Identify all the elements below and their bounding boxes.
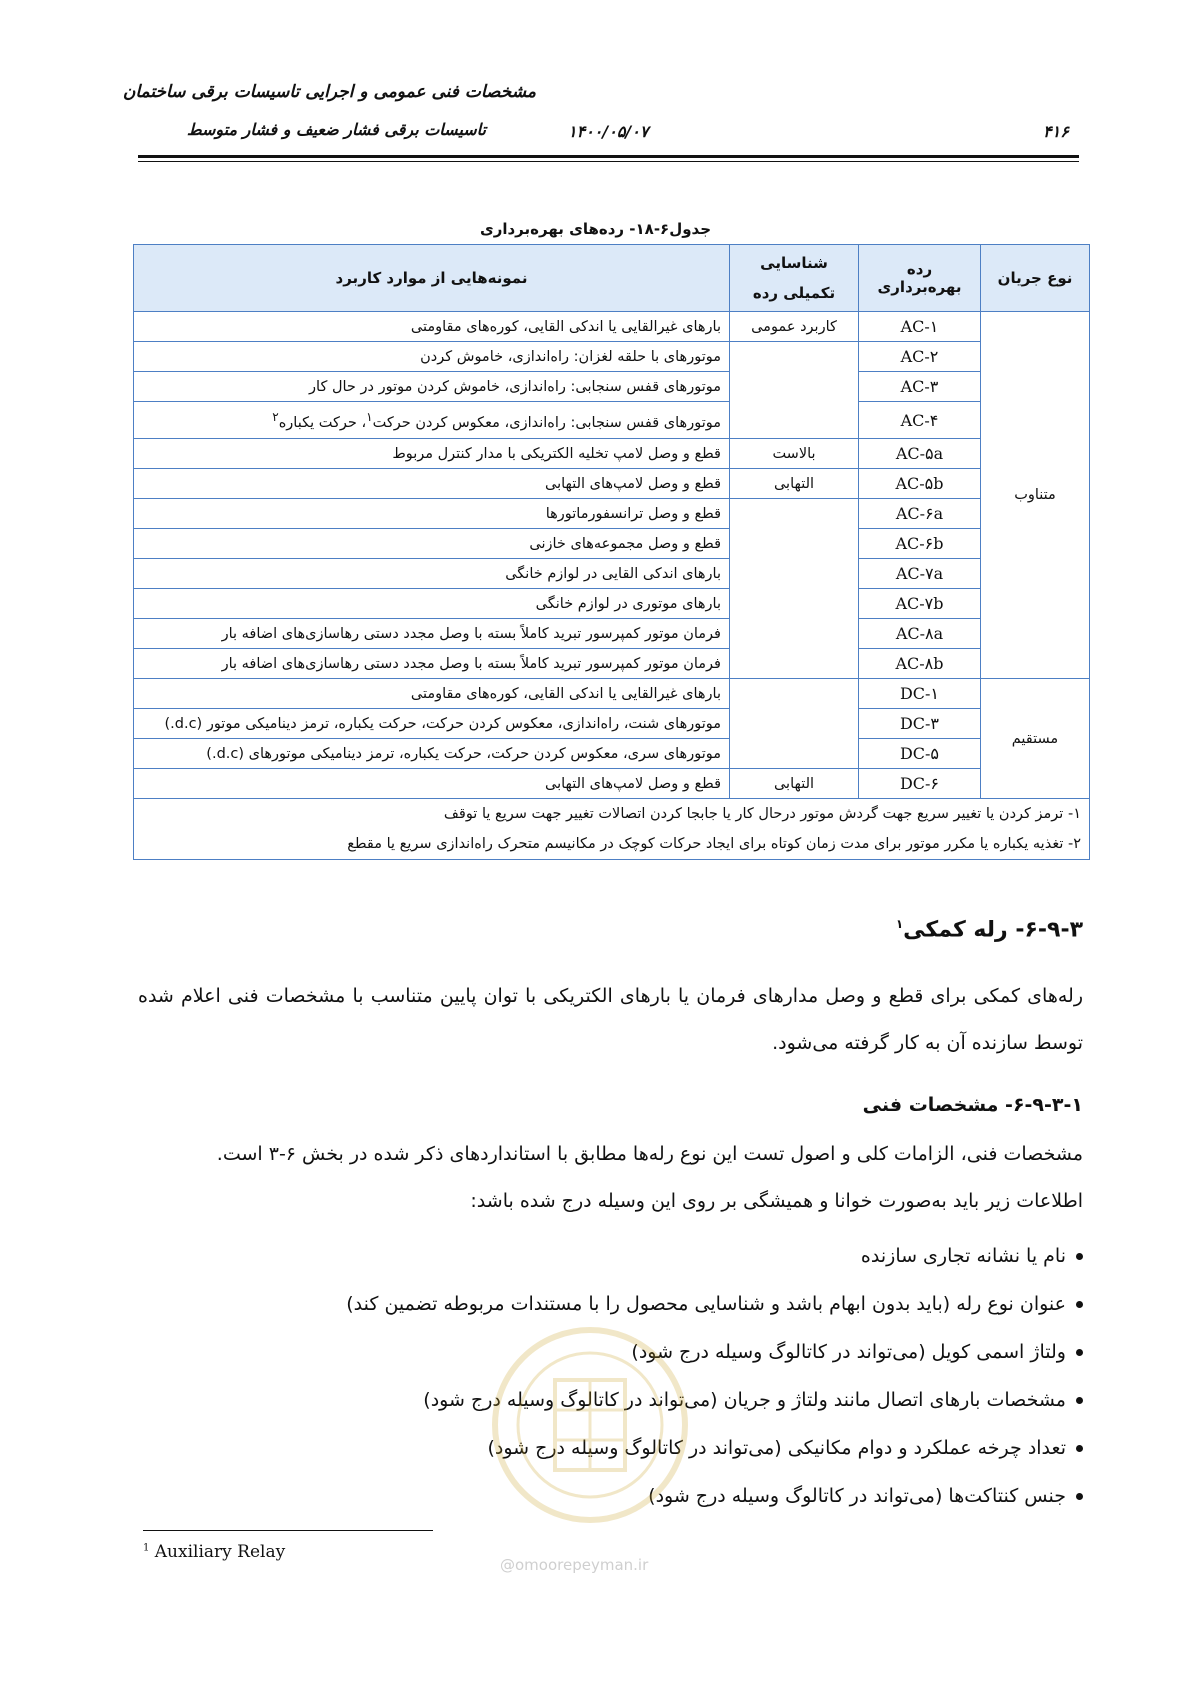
example-cell: موتورهای قفس سنجابی: راه‌اندازی، خاموش کردن موتور در حال کار [134,372,730,402]
table-row [134,679,1090,709]
category-cell: AC-۲ [859,342,981,372]
example-cell: موتورهای سری، معکوس کردن حرکت، حرکت یکباره، ترمز دینامیکی موتورهای (d.c.) [134,739,730,769]
category-cell: AC-۶b [859,529,981,559]
example-cell: قطع و وصل مجموعه‌های خازنی [134,529,730,559]
category-cell: AC-۷b [859,589,981,619]
header-rule-thick [138,155,1079,158]
list-item [346,1280,1083,1328]
table-row [134,529,1090,559]
example-cell: بارهای اندکی القایی در لوازم خانگی [134,559,730,589]
table-row [134,402,1090,439]
table-row [134,342,1090,372]
list-item [346,1472,1083,1520]
supplementary-cell: التهابی [730,769,859,799]
supplementary-cell [730,342,859,439]
sub-heading: ۶-۹-۳-۱- مشخصات فنی [862,1094,1083,1116]
category-cell: AC-۴ [859,402,981,439]
table-row [134,709,1090,739]
category-cell: DC-۶ [859,769,981,799]
section-heading-text: ۶-۹-۳- رله کمکی [903,917,1083,943]
list-item [346,1232,1083,1280]
info-line: اطلاعات زیر باید به‌صورت خوانا و همیشگی بر روی این وسیله درج شده باشد: [470,1190,1083,1212]
example-cell [134,402,730,439]
bullet-icon [1076,1493,1083,1500]
header-rule-thin [138,161,1079,162]
category-cell: AC-۵b [859,469,981,499]
example-cell: فرمان موتور کمپرسور تبرید کاملاً بسته با وصل مجدد دستی رهاسازی‌های اضافه بار [134,649,730,679]
list-item-text: تعداد چرخه عملکرد و دوام مکانیکی (می‌تواند در کاتالوگ وسیله درج شود) [487,1437,1066,1459]
footnote-ref: ۱ [366,409,373,424]
bullet-icon [1076,1445,1083,1452]
watermark-seal-icon [485,1320,695,1530]
list-item-text: نام یا نشانه تجاری سازنده [860,1245,1066,1267]
category-cell: AC-۷a [859,559,981,589]
example-cell: قطع و وصل لامپ‌های التهابی [134,769,730,799]
table-notes-row [134,799,1090,860]
header-subtitle: تاسیسات برقی فشار ضعیف و فشار متوسط [186,120,486,139]
spec-line: مشخصات فنی، الزامات کلی و اصول تست این نوع رله‌ها مطابق با استانداردهای ذکر شده در بخش ۶-۳ است. [216,1143,1083,1165]
example-text-tail: ، حرکت یکباره [278,414,367,431]
header-date: ۱۴۰۰/۰۵/۰۷ [568,122,649,141]
category-cell: AC-۳ [859,372,981,402]
table-caption: جدول۶-۱۸- رده‌های بهره‌برداری [479,220,712,238]
example-cell: موتورهای با حلقه لغزان: راه‌اندازی، خاموش کردن [134,342,730,372]
table-row [134,589,1090,619]
header-examples: نمونه‌هایی از موارد کاربرد [134,245,730,312]
list-item [346,1328,1083,1376]
table-row [134,439,1090,469]
footnote-ref: ۱ [895,917,904,931]
table-row [134,312,1090,342]
current-type-ac: متناوب [981,312,1090,679]
example-cell: قطع و وصل لامپ تخلیه الکتریکی با مدار کنترل مربوط [134,439,730,469]
example-cell: فرمان موتور کمپرسور تبرید کاملاً بسته با وصل مجدد دستی رهاسازی‌های اضافه بار [134,619,730,649]
list-item-text: ولتاژ اسمی کویل (می‌تواند در کاتالوگ وسیله درج شود) [631,1341,1066,1363]
supplementary-cell: بالاست [730,439,859,469]
category-cell: AC-۱ [859,312,981,342]
table-row [134,469,1090,499]
table-notes [134,799,1090,860]
bullet-icon [1076,1301,1083,1308]
header-current-type: نوع جریان [981,245,1090,312]
example-cell: بارهای غیرالقایی یا اندکی القایی، کوره‌های مقاومتی [134,679,730,709]
list-item-text: جنس کنتاکت‌ها (می‌تواند در کاتالوگ وسیله درج شود) [648,1485,1066,1507]
list-item [346,1376,1083,1424]
list-item-text: عنوان نوع رله (باید بدون ابهام باشد و شناسایی محصول را با مستندات مربوطه تضمین کند) [346,1293,1066,1315]
table-row [134,649,1090,679]
list-item-text: مشخصات بارهای اتصال مانند ولتاژ و جریان (می‌تواند در کاتالوگ وسیله درج شود) [423,1389,1066,1411]
supplementary-cell [730,679,859,769]
current-type-dc: مستقیم [981,679,1090,799]
header-supplementary [730,245,859,312]
supplementary-cell [730,499,859,679]
category-cell: AC-۸a [859,619,981,649]
table-row [134,619,1090,649]
header-supplementary-line1: شناسایی [760,254,828,272]
page-number: ۴۱۶ [1043,122,1069,141]
section-paragraph: رله‌های کمکی برای قطع و وصل مدارهای فرمان یا بارهای الکتریکی با توان پایین متناسب با مشخصات فنی اعلام شده توسط سازنده آن به کار گرفته می‌شود. [138,985,1083,1054]
supplementary-cell: کاربرد عمومی [730,312,859,342]
bullet-icon [1076,1253,1083,1260]
category-cell: DC-۱ [859,679,981,709]
example-cell: بارهای موتوری در لوازم خانگی [134,589,730,619]
example-cell: قطع و وصل لامپ‌های التهابی [134,469,730,499]
table-note: ۲- تغذیه یکباره یا مکرر موتور برای مدت زمان کوتاه برای ایجاد حرکات کوچک در مکانیسم متحرک راه‌اندازی سریع یا مقطع [347,836,1081,852]
header-category: رده بهره‌برداری [859,245,981,312]
example-cell: قطع و وصل ترانسفورماتورها [134,499,730,529]
marking-list [346,1232,1083,1520]
table-header-row [134,245,1090,312]
example-cell: موتورهای شنت، راه‌اندازی، معکوس کردن حرکت، حرکت یکباره، ترمز دینامیکی موتور (d.c.) [134,709,730,739]
table-row [134,769,1090,799]
table-row [134,372,1090,402]
category-cell: DC-۳ [859,709,981,739]
example-cell: بارهای غیرالقایی یا اندکی القایی، کوره‌های مقاومتی [134,312,730,342]
list-item [346,1424,1083,1472]
table-row [134,559,1090,589]
footnote-ref: ۲ [272,409,279,424]
footnote-number: 1 [143,1542,150,1554]
bullet-icon [1076,1349,1083,1356]
category-cell: AC-۵a [859,439,981,469]
watermark-text: @omoorepeyman.ir [500,1556,649,1574]
footnote-rule [143,1530,433,1531]
supplementary-cell: التهابی [730,469,859,499]
table-row [134,499,1090,529]
bullet-icon [1076,1397,1083,1404]
header-title: مشخصات فنی عمومی و اجرایی تاسیسات برقی ساختمان [122,82,536,102]
category-cell: AC-۶a [859,499,981,529]
footnote [143,1542,285,1562]
header-supplementary-line2: تکمیلی رده [752,284,836,302]
example-text: موتورهای قفس سنجابی: راه‌اندازی، معکوس کردن حرکت [372,414,721,431]
operation-categories-table [133,244,1090,860]
footnote-text: Auxiliary Relay [154,1542,286,1562]
table-note: ۱- ترمز کردن یا تغییر سریع جهت گردش موتور درحال کار یا جابجا کردن اتصالات تغییر جهت سریع یا توقف [443,806,1081,822]
category-cell: DC-۵ [859,739,981,769]
table-row [134,739,1090,769]
section-heading [896,917,1083,942]
category-cell: AC-۸b [859,649,981,679]
